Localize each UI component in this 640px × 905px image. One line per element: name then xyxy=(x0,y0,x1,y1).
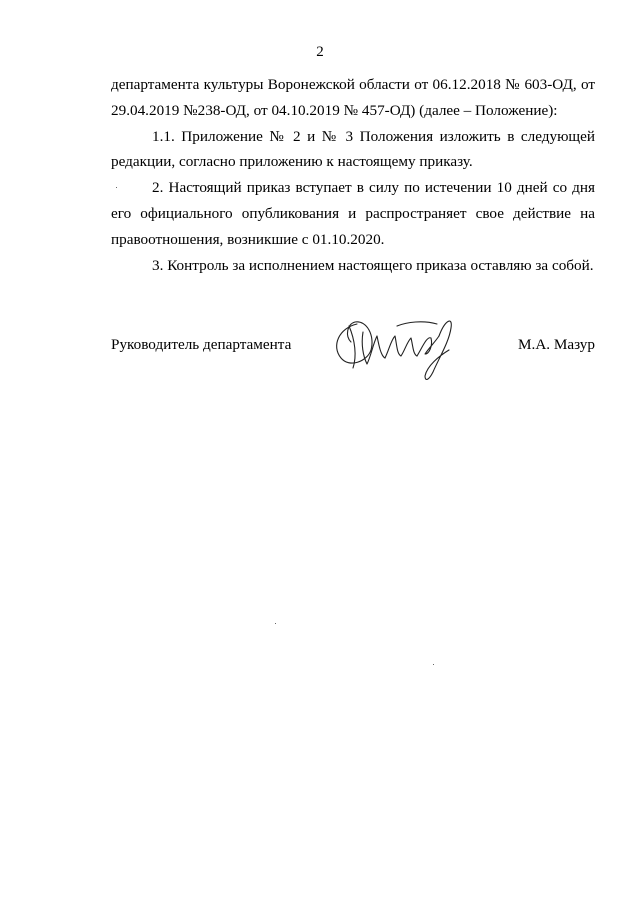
paragraph-2: 2. Настоящий приказ вступает в силу по истечении 10 дней со дня его официального опубликования и распространяет свое действие на правоотношения, возникшие с 01.10.2020. xyxy=(111,179,595,248)
handwritten-signature xyxy=(327,306,477,386)
paragraph-1-1: 1.1. Приложение № 2 и № 3 Положения изложить в следующей редакции, согласно приложению к настоящему приказу. xyxy=(111,127,595,171)
signatory-title: Руководитель департамента xyxy=(111,336,292,353)
scan-speck xyxy=(275,623,276,624)
page-number: 2 xyxy=(316,44,324,60)
document-body xyxy=(111,72,595,278)
scan-speck xyxy=(433,664,434,665)
paragraph-3: 3. Контроль за исполнением настоящего приказа оставляю за собой. xyxy=(152,256,594,274)
paragraph-continuation: департамента культуры Воронежской области от 06.12.2018 № 603-ОД, от 29.04.2019 №238-ОД, от 04.10.2019 № 457-ОД) (далее – Положение): xyxy=(111,76,595,119)
signature-block xyxy=(111,306,595,386)
scan-speck xyxy=(116,187,117,188)
signatory-name: М.А. Мазур xyxy=(518,336,595,353)
